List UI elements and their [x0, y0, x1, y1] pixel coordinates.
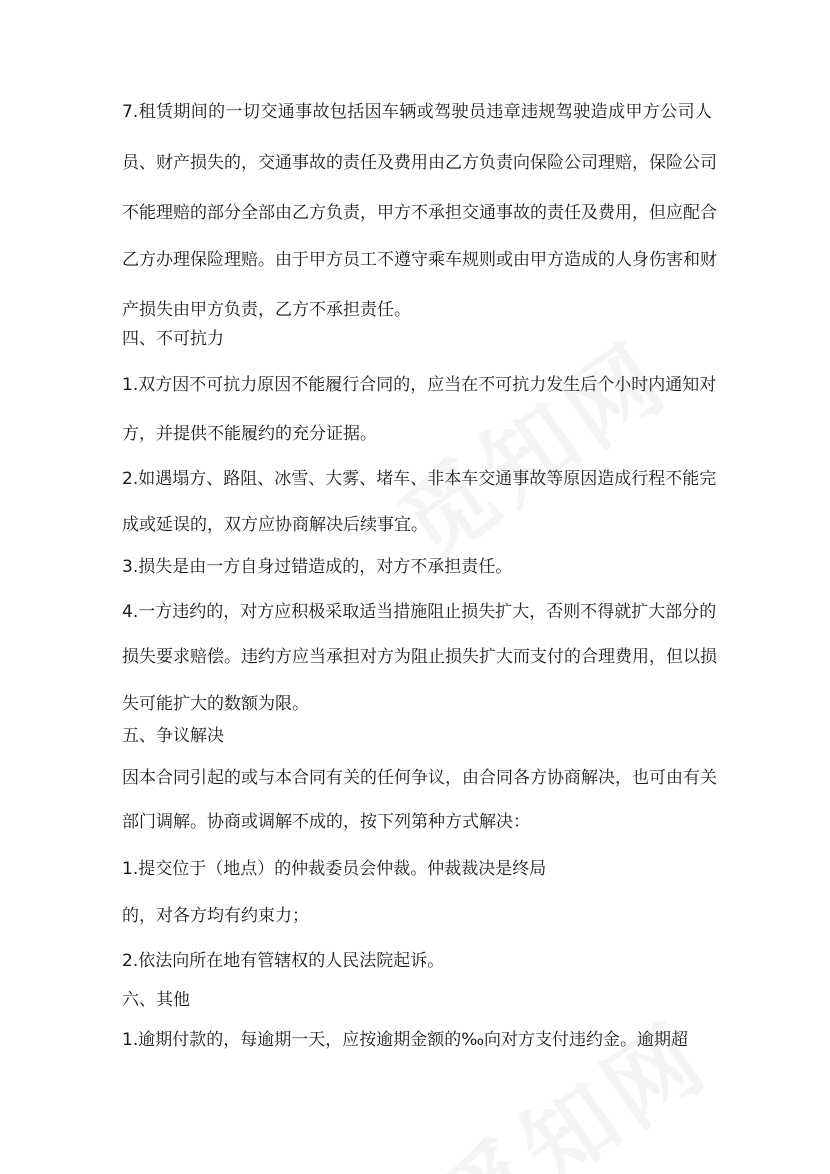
paragraph-line: 2.依法向所在地有管辖权的人民法院起诉。	[122, 951, 445, 971]
paragraph-line: 2.如遇塌方、路阻、冰雪、大雾、堵车、非本车交通事故等原因造成行程不能完	[122, 469, 717, 489]
section-heading: 四、不可抗力	[122, 329, 224, 349]
paragraph-line: 成或延误的，双方应协商解决后续事宜。	[122, 515, 428, 535]
paragraph-line: 失可能扩大的数额为限。	[122, 694, 309, 714]
paragraph-line: 3.损失是由一方自身过错造成的，对方不承担责任。	[122, 557, 513, 577]
paragraph-line: 的，对各方均有约束力；	[122, 906, 309, 926]
section-heading: 五、争议解决	[122, 726, 224, 746]
watermark	[369, 306, 690, 586]
paragraph-line: 产损失由甲方负责，乙方不承担责任。	[122, 300, 411, 320]
section-heading: 六、其他	[122, 990, 190, 1010]
paragraph-line: 不能理赔的部分全部由乙方负责，甲方不承担交通事故的责任及费用，但应配合	[122, 203, 717, 223]
paragraph-line: 乙方办理保险理赔。由于甲方员工不遵守乘车规则或由甲方造成的人身伤害和财	[122, 250, 717, 270]
paragraph-line: 1.逾期付款的，每逾期一天，应按逾期金额的‰向对方支付违约金。逾期超	[122, 1030, 689, 1050]
paragraph-line: 1.提交位于（地点）的仲裁委员会仲裁。仲裁裁决是终局	[122, 859, 547, 879]
paragraph-line: 方，并提供不能履约的充分证据。	[122, 424, 377, 444]
watermark	[409, 986, 730, 1174]
paragraph-line: 4.一方违约的，对方应积极采取适当措施阻止损失扩大，否则不得就扩大部分的	[122, 602, 717, 622]
paragraph-line: 部门调解。协商或调解不成的，按下列第种方式解决：	[122, 812, 530, 832]
paragraph-line: 7.租赁期间的一切交通事故包括因车辆或驾驶员违章违规驾驶造成甲方公司人	[122, 102, 712, 122]
paragraph-line: 因本合同引起的或与本合同有关的任何争议，由合同各方协商解决，也可由有关	[122, 768, 717, 788]
paragraph-line: 1.双方因不可抗力原因不能履行合同的，应当在不可抗力发生后个小时内通知对	[122, 375, 717, 395]
paragraph-line: 员、财产损失的，交通事故的责任及费用由乙方负责向保险公司理赔，保险公司	[122, 153, 717, 173]
paragraph-line: 损失要求赔偿。违约方应当承担对方为阻止损失扩大而支付的合理费用，但以损	[122, 647, 717, 667]
